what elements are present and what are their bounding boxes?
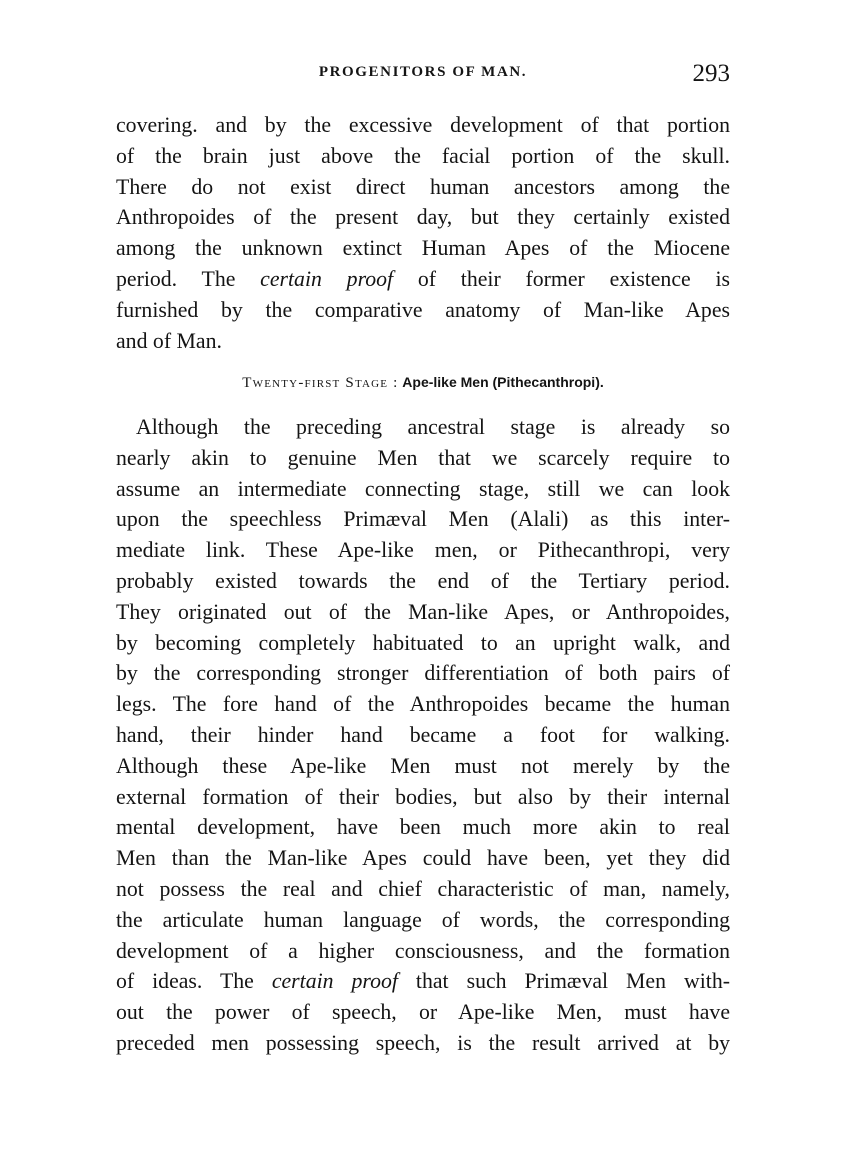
text-line: Although these Ape-like Men must not merely by the	[116, 753, 730, 778]
text-line: There do not exist direct human ancestors among the	[116, 174, 730, 199]
text-line: the articulate human language of words, the corresponding	[116, 907, 730, 932]
section-heading	[116, 374, 730, 392]
paragraph-1	[116, 110, 730, 356]
text-line: preceded men possessing speech, is the result arrived at by	[116, 1030, 730, 1055]
text-line: legs. The fore hand of the Anthropoides became the human	[116, 692, 730, 717]
text-line: assume an intermediate connecting stage, still we can look	[116, 476, 730, 501]
paragraph-2	[116, 412, 730, 1059]
text-line: external formation of their bodies, but also by their internal	[116, 784, 730, 809]
text-line	[116, 264, 730, 295]
text-line: of the brain just above the facial portion of the skull.	[116, 143, 730, 168]
text-line: among the unknown extinct Human Apes of the Miocene	[116, 236, 730, 261]
text-line: not possess the real and chief characteristic of man, namely,	[116, 876, 730, 901]
stage-title: Ape-like Men (Pithecanthropi).	[402, 374, 604, 390]
text-segment: period. The	[116, 266, 261, 291]
page-number: 293	[692, 60, 730, 87]
emphasis-certain-proof: certain proof	[260, 266, 394, 291]
page-header	[116, 60, 730, 90]
text-segment: of ideas. The	[116, 969, 272, 994]
stage-label: Twenty-first Stage :	[242, 375, 399, 391]
text-line: mental development, have been much more akin to real	[116, 815, 730, 840]
text-line: nearly akin to genuine Men that we scarcely require to	[116, 445, 730, 470]
text-line: development of a higher consciousness, and the formation	[116, 938, 730, 963]
text-line: Men than the Man-like Apes could have been, yet they did	[116, 846, 730, 871]
text-line: mediate link. These Ape-like men, or Pithecanthropi, very	[116, 538, 730, 563]
text-segment: that such Primæval Men with-	[397, 969, 730, 994]
text-line: furnished by the comparative anatomy of Man-like Apes	[116, 297, 730, 322]
text-line: Although the preceding ancestral stage is already so	[136, 415, 730, 439]
text-line	[116, 966, 730, 997]
text-line: hand, their hinder hand became a foot for walking.	[116, 722, 730, 747]
running-head: PROGENITORS OF MAN.	[318, 64, 528, 80]
text-line: and of Man.	[116, 328, 222, 353]
text-line: out the power of speech, or Ape-like Men, must have	[116, 1000, 730, 1025]
text-line: by becoming completely habituated to an upright walk, and	[116, 630, 730, 655]
text-line: They originated out of the Man-like Apes, or Anthropoides,	[116, 599, 730, 624]
text-line: by the corresponding stronger differentiation of both pairs of	[116, 661, 730, 686]
text-line: upon the speechless Primæval Men (Alali) as this inter-	[116, 507, 730, 532]
text-line: covering. and by the excessive development of that portion	[116, 113, 730, 137]
text-segment: of their former existence is	[393, 266, 730, 291]
emphasis-certain-proof: certain proof	[271, 969, 398, 994]
text-line: probably existed towards the end of the Tertiary period.	[116, 568, 730, 593]
text-line: Anthropoides of the present day, but they certainly existed	[116, 205, 730, 230]
